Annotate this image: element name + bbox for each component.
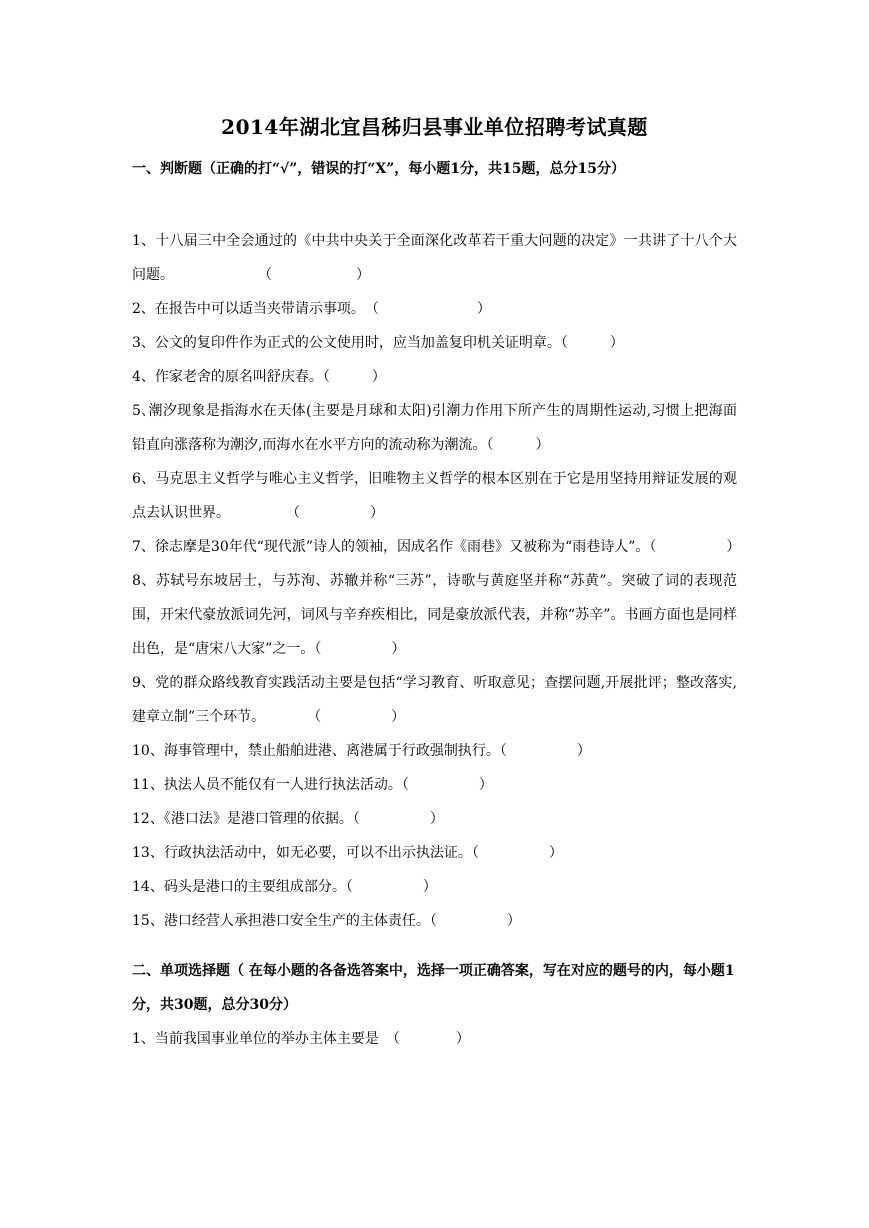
question-item: 7、徐志摩是30年代“现代派”诗人的领袖，因成名作《雨巷》又被称为“雨巷诗人”。（ ） bbox=[132, 539, 741, 555]
question-item: 1、当前我国事业单位的举办主体主要是 （ ） bbox=[132, 1031, 470, 1047]
section-heading-single-choice: 二、单项选择题（ 在每小题的各备选答案中，选择一项正确答案，写在对应的题号的内，每小题1分，共30题，总分30分） bbox=[132, 963, 735, 1013]
question-item: 11、执法人员不能仅有一人进行执法活动。（ ） bbox=[132, 777, 493, 793]
question-item: 15、港口经营人承担港口安全生产的主体责任。（ ） bbox=[132, 913, 521, 929]
question-item: 13、行政执法活动中，如无必要，可以不出示执法证。（ ） bbox=[132, 845, 563, 861]
document-title: 2014年湖北宜昌秭归县事业单位招聘考试真题 bbox=[221, 115, 648, 139]
question-item: 6、马克思主义哲学与唯心主义哲学，旧唯物主义哲学的根本区别在于它是用坚持用辩证发展的观点去认识世界。 （ ） bbox=[132, 471, 737, 521]
question-item: 8、苏轼号东坡居士，与苏洵、苏辙并称“三苏”，诗歌与黄庭坚并称“苏黄”。突破了词的表现范围，开宋代豪放派词先河，词风与辛弃疾相比，同是豪放派代表，并称“苏辛”。书画方面也是同样出色，是“唐宋八大家”之一。（ ） bbox=[132, 573, 737, 657]
question-item: 3、公文的复印件作为正式的公文使用时，应当加盖复印机关证明章。（ ） bbox=[132, 335, 624, 351]
single-choice-question-list bbox=[132, 1022, 737, 1056]
true-false-question-list bbox=[132, 224, 741, 938]
question-item: 10、海事管理中，禁止船舶进港、离港属于行政强制执行。（ ） bbox=[132, 743, 591, 759]
question-item: 14、码头是港口的主要组成部分。（ ） bbox=[132, 879, 437, 895]
question-item: 1、十八届三中全会通过的《中共中央关于全面深化改革若干重大问题的决定》一共讲了十八个大问题。 （ ） bbox=[132, 233, 737, 283]
question-item: 5､潮汐现象是指海水在天体(主要是月球和太阳)引潮力作用下所产生的周期性运动,习惯上把海面铅直向涨落称为潮汐,而海水在水平方向的流动称为潮流。（ ） bbox=[132, 403, 737, 453]
question-item: 9、党的群众路线教育实践活动主要是包括“学习教育、听取意见；查摆问题,开展批评；整改落实,建章立制”三个环节。 （ ） bbox=[132, 675, 737, 725]
section-heading-true-false: 一、判断题（正确的打“√”，错误的打“X”，每小题1分，共15题，总分15分） bbox=[132, 161, 625, 177]
question-item: 12、《港口法》是港口管理的依据。（ ） bbox=[132, 811, 444, 827]
question-item: 2、在报告中可以适当夹带请示事项。 （ ） bbox=[132, 301, 491, 317]
question-item: 4、作家老舍的原名叫舒庆春。（ ） bbox=[132, 369, 386, 385]
